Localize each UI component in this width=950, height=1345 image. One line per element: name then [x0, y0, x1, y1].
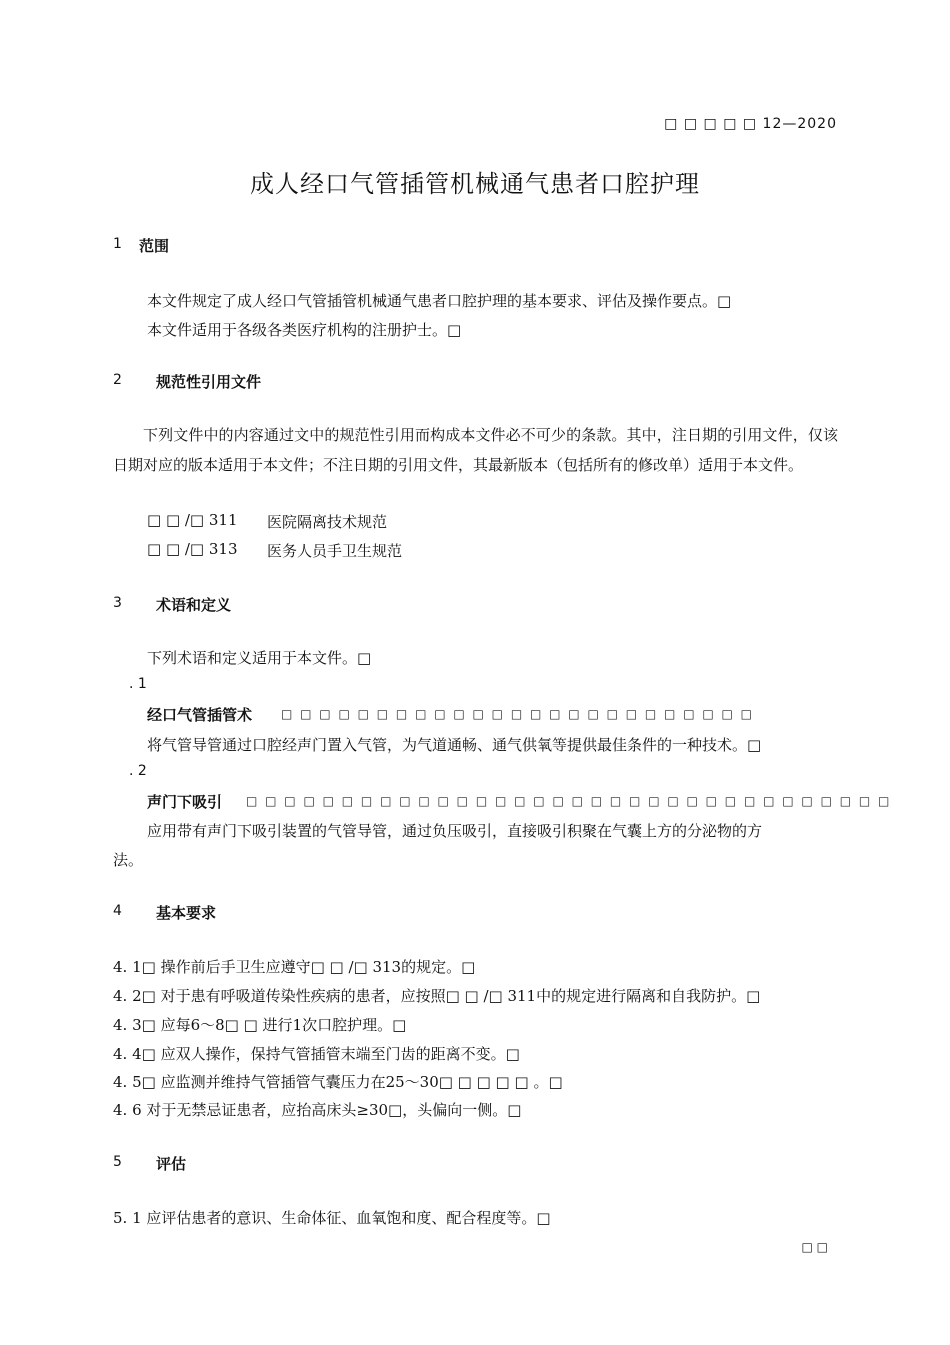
- section-3-intro: 下列术语和定义适用于本文件。□: [147, 649, 372, 667]
- section-5-title: 评估: [156, 1155, 187, 1173]
- requirement-item: 4. 1□ 操作前后手卫生应遵守□ □ /□ 313的规定。□: [113, 958, 476, 976]
- term-english-name: □ □ □ □ □ □ □ □ □ □ □ □ □ □ □ □ □ □ □ □ □ □ □ □ □ □ □ □ □ □ □ □ □ □: [246, 794, 892, 808]
- document-title: 成人经口气管插管机械通气患者口腔护理: [250, 170, 700, 198]
- reference-name: 医务人员手卫生规范: [267, 542, 403, 560]
- page-number: □ □: [801, 1240, 828, 1254]
- term-id: . 2: [129, 763, 147, 779]
- section-3-number: 3: [113, 595, 122, 611]
- requirement-item: 4. 2□ 对于患有呼吸道传染性疾病的患者，应按照□ □ /□ 311中的规定进行隔离和自我防护。□: [113, 987, 761, 1005]
- assessment-item: 5. 1 应评估患者的意识、生命体征、血氧饱和度、配合程度等。□: [113, 1209, 551, 1227]
- term-id: . 1: [129, 676, 147, 692]
- term-name: 经口气管插管术: [147, 706, 253, 724]
- section-2-number: 2: [113, 372, 122, 388]
- term-definition: 应用带有声门下吸引装置的气管导管，通过负压吸引，直接吸引积聚在气囊上方的分泌物的方: [147, 822, 763, 840]
- section-1-paragraph-scope: 本文件规定了成人经口气管插管机械通气患者口腔护理的基本要求、评估及操作要点。□: [147, 292, 732, 310]
- section-1-title: 范围: [139, 237, 170, 255]
- section-1-paragraph-applicability: 本文件适用于各级各类医疗机构的注册护士。□: [147, 321, 462, 339]
- reference-code: □ □ /□ 313: [147, 540, 238, 558]
- section-4-number: 4: [113, 903, 122, 919]
- term-name: 声门下吸引: [147, 793, 223, 811]
- reference-code: □ □ /□ 311: [147, 511, 238, 529]
- requirement-item: 4. 6 对于无禁忌证患者，应抬高床头≥30□，头偏向一侧。□: [113, 1101, 522, 1119]
- term-definition-continued: 法。: [113, 851, 144, 869]
- requirement-item: 4. 5□ 应监测并维持气管插管气囊压力在25～30□ □ □ □ □ 。□: [113, 1073, 563, 1091]
- section-4-title: 基本要求: [156, 904, 217, 922]
- term-english-name: □ □ □ □ □ □ □ □ □ □ □ □ □ □ □ □ □ □ □ □ □ □ □ □ □: [281, 707, 754, 721]
- section-2-title: 规范性引用文件: [156, 373, 262, 391]
- reference-name: 医院隔离技术规范: [267, 513, 388, 531]
- section-3-title: 术语和定义: [156, 596, 232, 614]
- term-definition: 将气管导管通过口腔经声门置入气管，为气道通畅、通气供氧等提供最佳条件的一种技术。□: [147, 736, 762, 754]
- standard-code: □ □ □ □ □ 12—2020: [664, 116, 837, 132]
- section-2-paragraph: 下列文件中的内容通过文中的规范性引用而构成本文件必不可少的条款。其中，注日期的引用文件，仅该日期对应的版本适用于本文件；不注日期的引用文件，其最新版本（包括所有的修改单）适用于本文件。: [113, 426, 838, 474]
- section-1-number: 1: [113, 236, 122, 252]
- requirement-item: 4. 4□ 应双人操作，保持气管插管末端至门齿的距离不变。□: [113, 1045, 520, 1063]
- requirement-item: 4. 3□ 应每6～8□ □ 进行1次口腔护理。□: [113, 1016, 407, 1034]
- section-5-number: 5: [113, 1154, 122, 1170]
